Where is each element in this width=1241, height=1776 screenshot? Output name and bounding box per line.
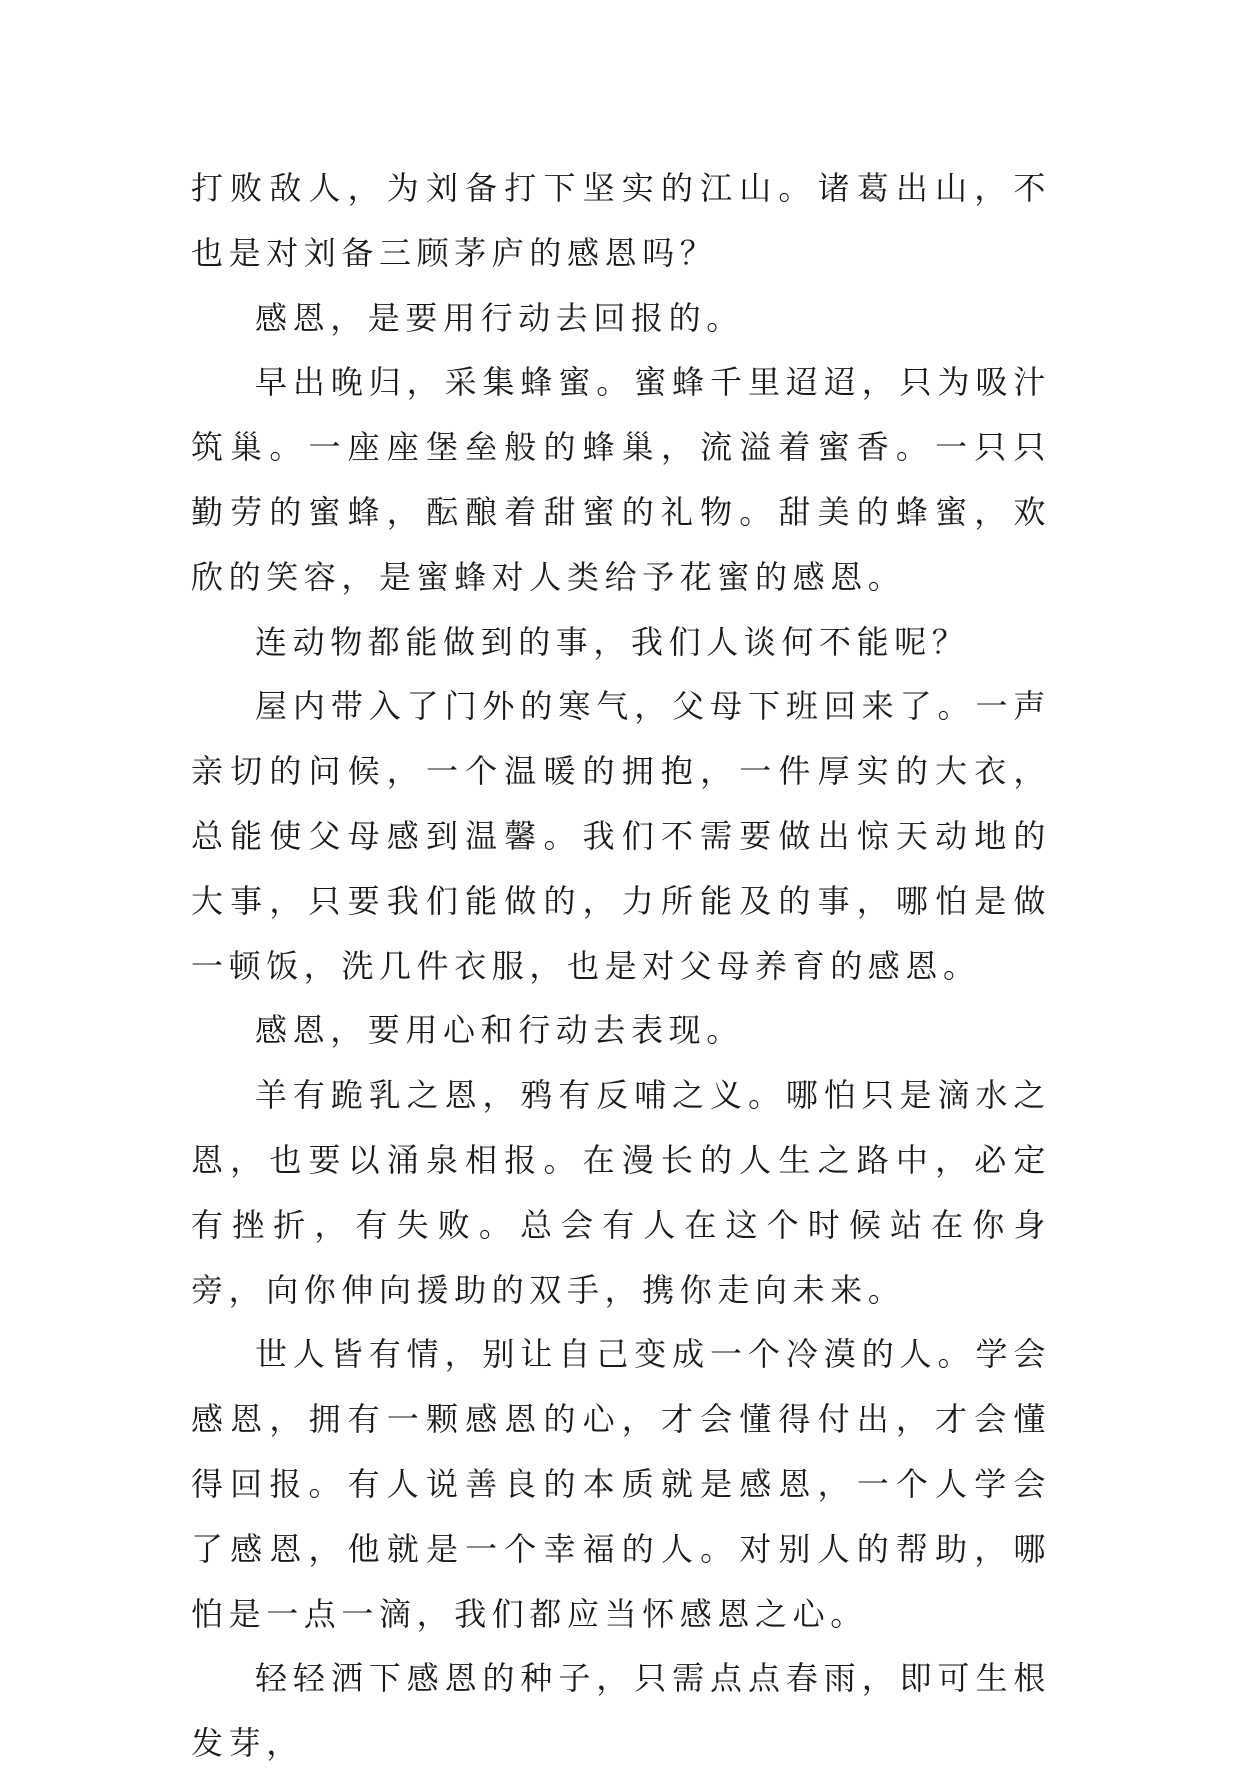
paragraph-6: 感恩，要用心和行动去表现。 bbox=[255, 1011, 744, 1050]
paragraph-4: 连动物都能做到的事，我们人谈何不能呢？ bbox=[255, 622, 970, 661]
paragraph-8: 世人皆有情，别让自己变成一个冷漠的人。学会感恩，拥有一颗感恩的心，才会懂得付出，才会懂得回报。有人说善良的本质就是感恩，一个人学会了感恩，他就是一个幸福的人。对别人的帮助，哪怕是一点一滴，我们都应当怀感恩之心。 bbox=[191, 1335, 1051, 1633]
paragraph-2: 感恩，是要用行动去回报的。 bbox=[255, 298, 744, 337]
paragraph-1: 打败敌人，为刘备打下坚实的江山。诸葛出山，不也是对刘备三顾茅庐的感恩吗？ bbox=[191, 169, 1051, 272]
paragraph-9: 轻轻洒下感恩的种子，只需点点春雨，即可生根发芽， bbox=[191, 1659, 1051, 1763]
document-body bbox=[191, 156, 1051, 1776]
paragraph-5: 屋内带入了门外的寒气，父母下班回来了。一声亲切的问候，一个温暖的拥抱，一件厚实的大衣，总能使父母感到温馨。我们不需要做出惊天动地的大事，只要我们能做的，力所能及的事，哪怕是做一顿饭，洗几件衣服，也是对父母养育的感恩。 bbox=[191, 687, 1051, 985]
paragraph-3: 早出晚归，采集蜂蜜。蜜蜂千里迢迢，只为吸汁筑巢。一座座堡垒般的蜂巢，流溢着蜜香。一只只勤劳的蜜蜂，酝酿着甜蜜的礼物。甜美的蜂蜜，欢欣的笑容，是蜜蜂对人类给予花蜜的感恩。 bbox=[191, 363, 1051, 596]
paragraph-7: 羊有跪乳之恩，鸦有反哺之义。哪怕只是滴水之恩，也要以涌泉相报。在漫长的人生之路中，必定有挫折，有失败。总会有人在这个时候站在你身旁，向你伸向援助的双手，携你走向未来。 bbox=[191, 1076, 1051, 1309]
